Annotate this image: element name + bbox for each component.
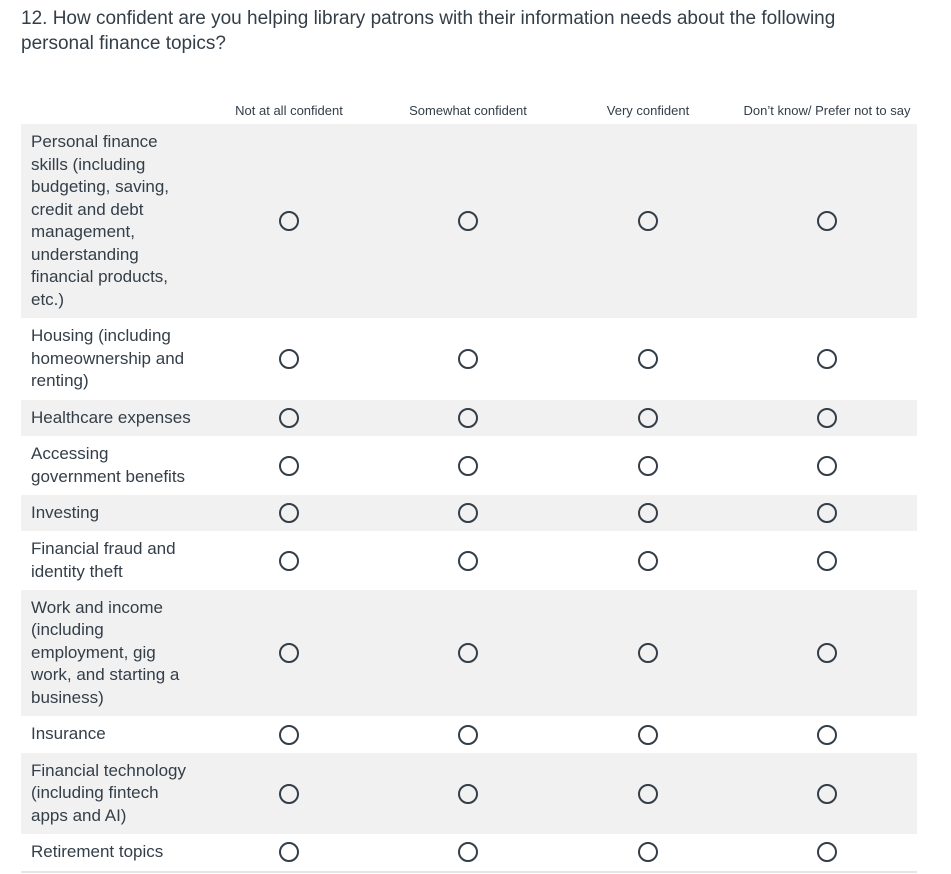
column-header-not-at-all-confident: Not at all confident (235, 103, 343, 118)
radio-not-at-all-confident[interactable] (279, 211, 299, 231)
radio-not-at-all-confident[interactable] (279, 643, 299, 663)
radio-very-confident[interactable] (638, 503, 658, 523)
row-label: Personal finance skills (including budgeting, saving, credit and debt management, understanding financial products, etc.) (31, 132, 169, 309)
row-label: Healthcare expenses (31, 407, 191, 427)
radio-dont-know[interactable] (817, 211, 837, 231)
radio-dont-know[interactable] (817, 643, 837, 663)
column-header-somewhat-confident: Somewhat confident (409, 103, 527, 118)
radio-not-at-all-confident[interactable] (279, 551, 299, 571)
radio-very-confident[interactable] (638, 551, 658, 571)
radio-not-at-all-confident[interactable] (279, 349, 299, 369)
radio-somewhat-confident[interactable] (458, 551, 478, 571)
row-label: Accessing government benefits (31, 444, 186, 486)
matrix-bottom-divider (21, 871, 917, 873)
radio-dont-know[interactable] (817, 503, 837, 523)
radio-somewhat-confident[interactable] (458, 456, 478, 476)
radio-very-confident[interactable] (638, 349, 658, 369)
row-label: Insurance (31, 724, 106, 744)
row-label: Financial technology (including fintech apps and AI) (31, 760, 186, 825)
radio-somewhat-confident[interactable] (458, 349, 478, 369)
radio-somewhat-confident[interactable] (458, 725, 478, 745)
question-title: 12. How confident are you helping library patrons with their information needs about the following personal finance topics? (21, 8, 836, 54)
matrix-row-government-benefits (21, 436, 917, 495)
radio-very-confident[interactable] (638, 842, 658, 862)
column-header-dont-know: Don’t know/ Prefer not to say (743, 103, 911, 118)
matrix-row-retirement-topics (21, 834, 917, 870)
radio-not-at-all-confident[interactable] (279, 408, 299, 428)
radio-dont-know[interactable] (817, 408, 837, 428)
matrix-row-fraud-identity-theft (21, 531, 917, 590)
radio-somewhat-confident[interactable] (458, 643, 478, 663)
radio-very-confident[interactable] (638, 456, 658, 476)
row-label: Housing (including homeownership and renting) (31, 326, 185, 391)
radio-not-at-all-confident[interactable] (279, 842, 299, 862)
row-label: Investing (31, 502, 100, 522)
radio-dont-know[interactable] (817, 349, 837, 369)
radio-somewhat-confident[interactable] (458, 211, 478, 231)
radio-dont-know[interactable] (817, 842, 837, 862)
radio-somewhat-confident[interactable] (458, 842, 478, 862)
row-label: Financial fraud and identity theft (31, 539, 176, 581)
row-label: Work and income (including employment, gig work, and starting a business) (31, 597, 180, 707)
matrix-row-personal-finance-skills (21, 124, 917, 318)
confidence-matrix (21, 80, 917, 870)
radio-dont-know[interactable] (817, 784, 837, 804)
row-label: Retirement topics (31, 841, 164, 861)
radio-very-confident[interactable] (638, 784, 658, 804)
matrix-row-healthcare-expenses (21, 400, 917, 436)
radio-not-at-all-confident[interactable] (279, 725, 299, 745)
radio-very-confident[interactable] (638, 725, 658, 745)
radio-not-at-all-confident[interactable] (279, 503, 299, 523)
matrix-row-insurance (21, 716, 917, 753)
radio-somewhat-confident[interactable] (458, 784, 478, 804)
column-header-very-confident: Very confident (606, 103, 690, 118)
radio-not-at-all-confident[interactable] (279, 784, 299, 804)
matrix-row-financial-technology (21, 753, 917, 834)
matrix-row-work-and-income (21, 590, 917, 716)
radio-dont-know[interactable] (817, 551, 837, 571)
radio-very-confident[interactable] (638, 211, 658, 231)
radio-very-confident[interactable] (638, 408, 658, 428)
radio-not-at-all-confident[interactable] (279, 456, 299, 476)
matrix-header (21, 80, 917, 124)
radio-somewhat-confident[interactable] (458, 408, 478, 428)
matrix-row-housing (21, 318, 917, 400)
matrix-row-investing (21, 495, 917, 531)
radio-dont-know[interactable] (817, 725, 837, 745)
radio-very-confident[interactable] (638, 643, 658, 663)
radio-somewhat-confident[interactable] (458, 503, 478, 523)
radio-dont-know[interactable] (817, 456, 837, 476)
